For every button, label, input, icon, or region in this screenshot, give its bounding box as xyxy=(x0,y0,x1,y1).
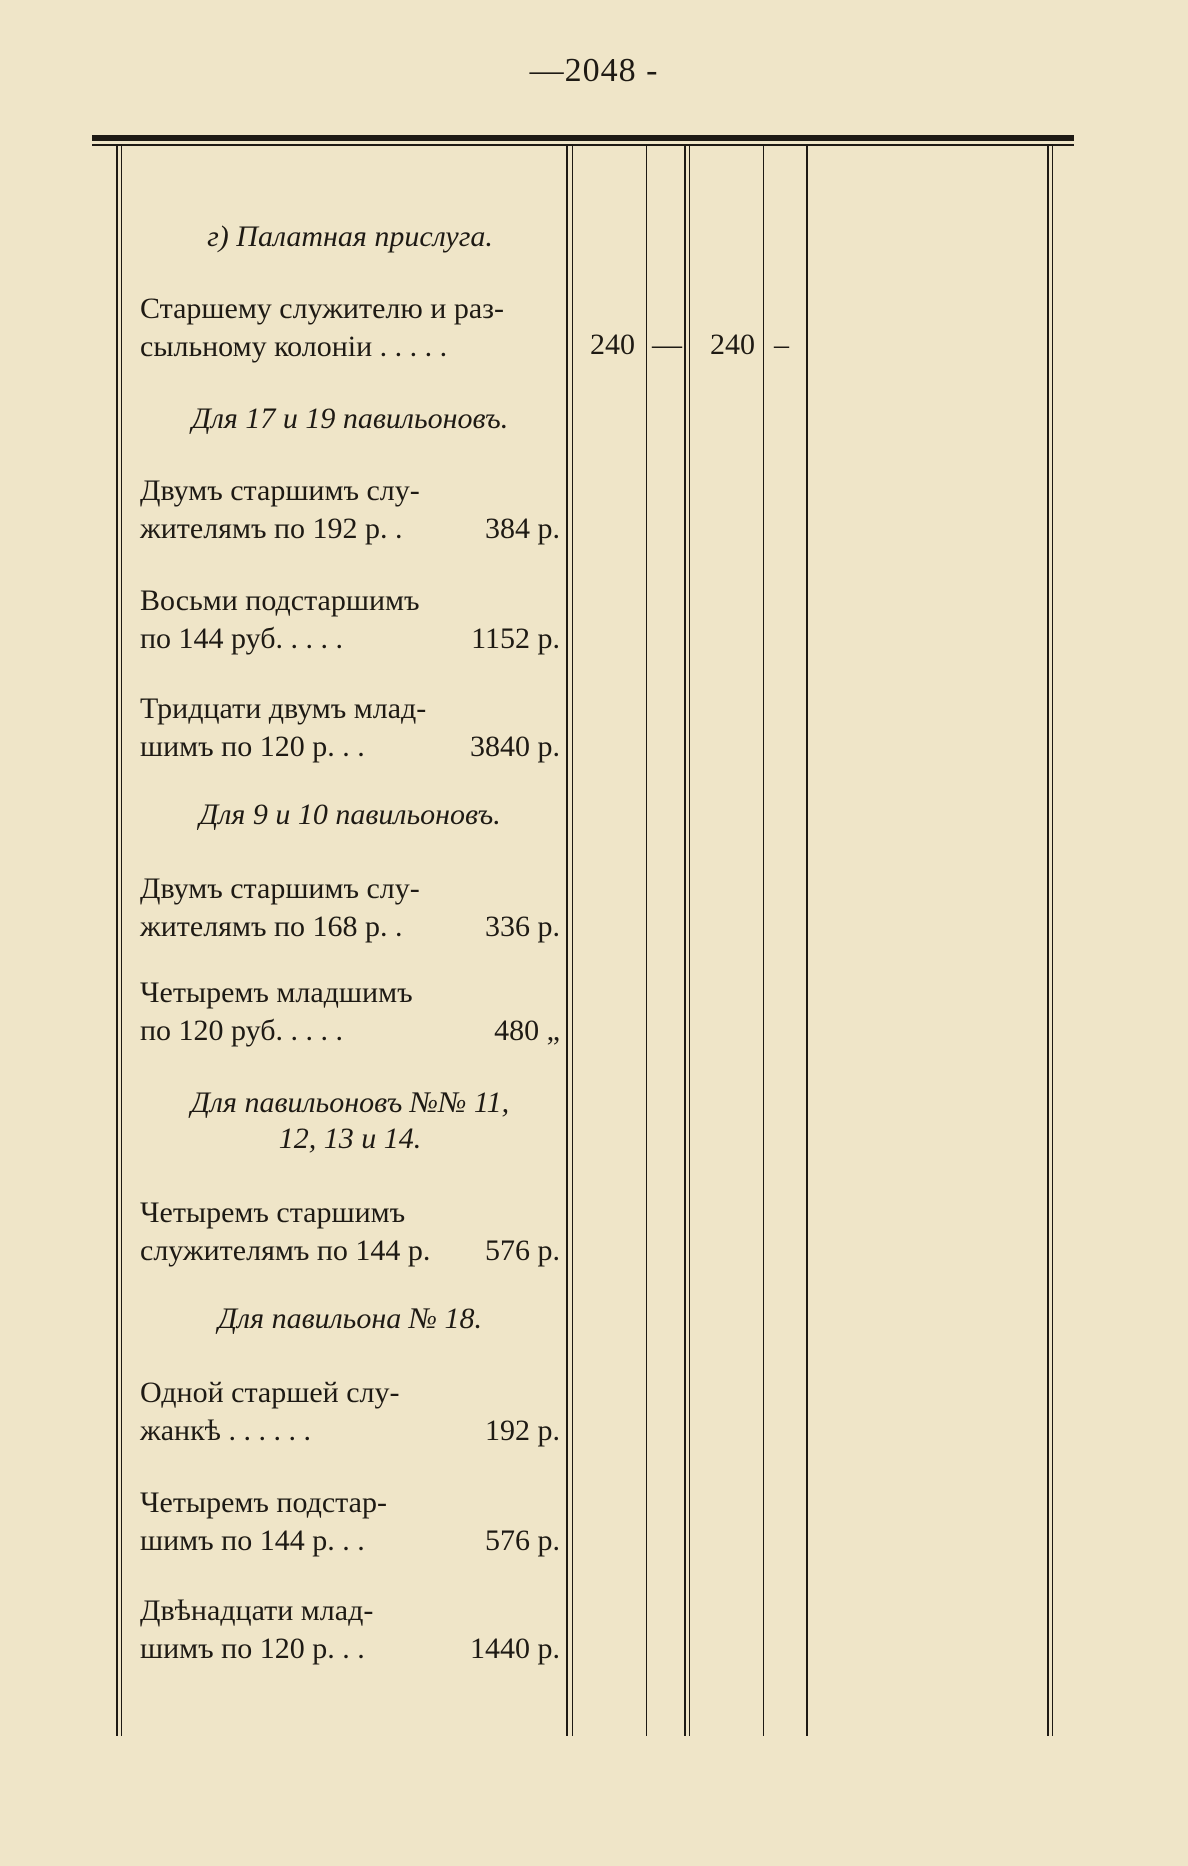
column-rule-left xyxy=(116,146,118,1736)
item-line2: сыльному колоніи . . . . . xyxy=(140,330,448,363)
section-heading: г) Палатная прислуга. xyxy=(207,220,493,253)
list-item: Тридцати двумъ млад- шимъ по 120 р. . . 3840 р. xyxy=(140,692,560,763)
list-item: Одной старшей слу- жанкѣ . . . . . . 192 р. xyxy=(140,1376,560,1447)
list-item: Четыремъ младшимъ по 120 руб. . . . . 480 „ xyxy=(140,976,560,1047)
amount-col2-fraction: – xyxy=(774,328,789,361)
page-number: —2048 - xyxy=(529,52,659,89)
section-heading-line2: 12, 13 и 14. xyxy=(278,1122,422,1155)
amount-col1: 240 xyxy=(590,328,635,361)
column-rule-col1b xyxy=(684,146,686,1736)
list-item: Двумъ старшимъ слу- жителямъ по 168 р. . 336 р. xyxy=(140,872,560,943)
list-item xyxy=(140,290,560,366)
amount-col1-fraction: — xyxy=(652,328,682,361)
column-rule-col1c xyxy=(689,146,690,1736)
top-rule-thin xyxy=(92,144,1074,146)
column-rule-right-inner xyxy=(1052,146,1053,1736)
column-rule-text-end xyxy=(566,146,568,1736)
column-rule-col1 xyxy=(646,146,647,1736)
section-heading: Для 17 и 19 павильоновъ. xyxy=(191,402,509,435)
amount-col2: 240 xyxy=(710,328,755,361)
list-item: Четыремъ подстар- шимъ по 144 р. . . 576 р. xyxy=(140,1486,560,1557)
section-heading: Для 9 и 10 павильоновъ. xyxy=(199,798,501,831)
column-rule-col2 xyxy=(763,146,764,1736)
column-rule-col2b xyxy=(806,146,808,1736)
list-item: Четыремъ старшимъ служителямъ по 144 р. 576 р. xyxy=(140,1196,560,1267)
item-line1: Старшему служителю и раз- xyxy=(140,292,504,325)
list-item: Двумъ старшимъ слу- жителямъ по 192 р. . 384 р. xyxy=(140,474,560,545)
column-rule-left-inner xyxy=(121,146,122,1736)
section-heading: Для павильона № 18. xyxy=(217,1302,483,1335)
list-item: Двѣнадцати млад- шимъ по 120 р. . . 1440 р. xyxy=(140,1594,560,1665)
column-rule-text-end-inner xyxy=(572,146,573,1736)
list-item: Восьми подстаршимъ по 144 руб. . . . . 1152 р. xyxy=(140,584,560,655)
top-rule xyxy=(92,135,1074,141)
column-rule-right xyxy=(1047,146,1049,1736)
section-heading: Для павильоновъ №№ 11, xyxy=(190,1086,510,1119)
